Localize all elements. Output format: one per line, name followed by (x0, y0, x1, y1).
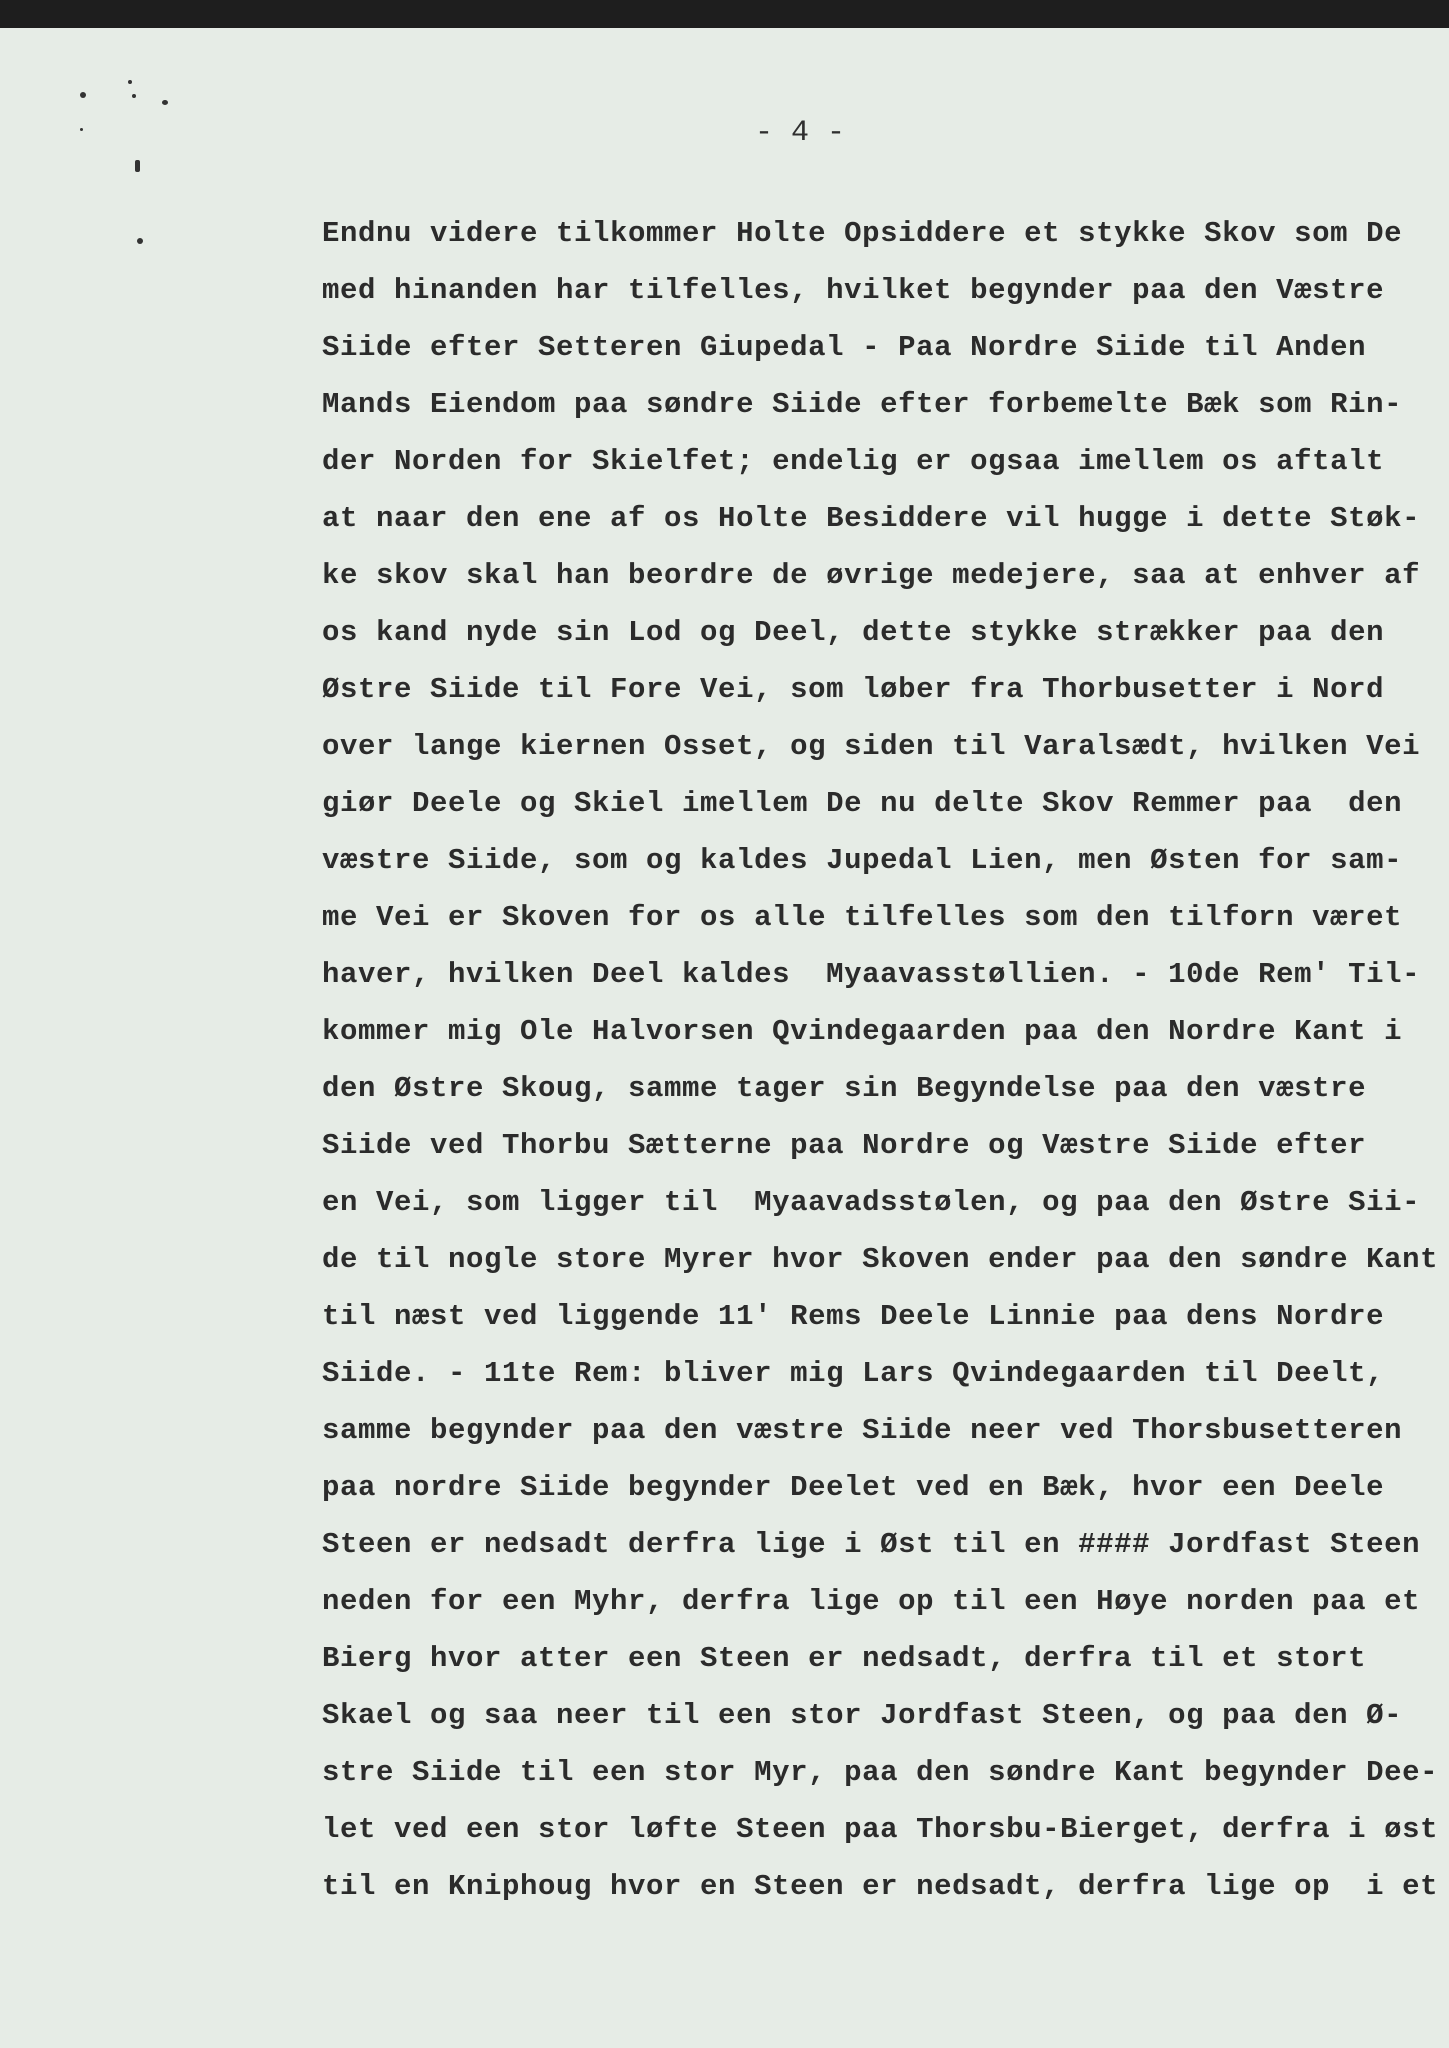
text-line-27: Skael og saa neer til een stor Jordfast Steen, og paa den Ø- (322, 1699, 1403, 1732)
text-line-21: Siide. - 11te Rem: bliver mig Lars Qvindegaarden til Deelt, (322, 1357, 1385, 1390)
text-line-25: neden for een Myhr, derfra lige op til een Høye norden paa et (322, 1585, 1421, 1618)
text-line-1: Endnu videre tilkommer Holte Opsiddere et stykke Skov som De (322, 217, 1403, 250)
text-line-17: Siide ved Thorbu Sætterne paa Nordre og Væstre Siide efter (322, 1129, 1367, 1162)
text-line-13: me Vei er Skoven for os alle tilfelles som den tilforn været (322, 901, 1403, 934)
document-page (0, 28, 1449, 2048)
text-line-8: os kand nyde sin Lod og Deel, dette stykke strækker paa den (322, 616, 1385, 649)
margin-dot (135, 160, 140, 172)
margin-dot (132, 94, 136, 98)
text-line-9: Østre Siide til Fore Vei, som løber fra Thorbusetter i Nord (322, 673, 1385, 706)
typed-body-text (322, 205, 1439, 1915)
text-line-16: den Østre Skoug, samme tager sin Begyndelse paa den væstre (322, 1072, 1367, 1105)
text-line-10: over lange kiernen Osset, og siden til Varalsædt, hvilken Vei (322, 730, 1421, 763)
margin-dot (137, 238, 143, 244)
text-line-30: til en Kniphoug hvor en Steen er nedsadt, derfra lige op i et (322, 1870, 1439, 1903)
text-line-12: væstre Siide, som og kaldes Jupedal Lien, men Østen for sam- (322, 844, 1403, 877)
text-line-3: Siide efter Setteren Giupedal - Paa Nordre Siide til Anden (322, 331, 1367, 364)
text-line-20: til næst ved liggende 11' Rems Deele Linnie paa dens Nordre (322, 1300, 1385, 1333)
text-line-7: ke skov skal han beordre de øvrige medejere, saa at enhver af (322, 559, 1421, 592)
text-line-14: haver, hvilken Deel kaldes Myaavasstøllien. - 10de Rem' Til- (322, 958, 1421, 991)
margin-dot (162, 100, 168, 105)
text-line-24: Steen er nedsadt derfra lige i Øst til en #### Jordfast Steen (322, 1528, 1421, 1561)
text-line-22: samme begynder paa den væstre Siide neer ved Thorsbusetteren (322, 1414, 1403, 1447)
margin-dot (80, 92, 86, 98)
text-line-4: Mands Eiendom paa søndre Siide efter forbemelte Bæk som Rin- (322, 388, 1403, 421)
text-line-2: med hinanden har tilfelles, hvilket begynder paa den Væstre (322, 274, 1385, 307)
text-line-6: at naar den ene af os Holte Besiddere vil hugge i dette Støk- (322, 502, 1421, 535)
text-line-18: en Vei, som ligger til Myaavadsstølen, og paa den Østre Sii- (322, 1186, 1421, 1219)
text-line-5: der Norden for Skielfet; endelig er ogsaa imellem os aftalt (322, 445, 1385, 478)
text-line-15: kommer mig Ole Halvorsen Qvindegaarden paa den Nordre Kant i (322, 1015, 1403, 1048)
text-line-29: let ved een stor løfte Steen paa Thorsbu-Bierget, derfra i øst (322, 1813, 1439, 1846)
margin-dot (128, 80, 132, 84)
page-number: - 4 - (754, 116, 845, 150)
text-line-28: stre Siide til een stor Myr, paa den søndre Kant begynder Dee- (322, 1756, 1439, 1789)
text-line-26: Bierg hvor atter een Steen er nedsadt, derfra til et stort (322, 1642, 1367, 1675)
text-line-23: paa nordre Siide begynder Deelet ved en Bæk, hvor een Deele (322, 1471, 1385, 1504)
text-line-11: giør Deele og Skiel imellem De nu delte Skov Remmer paa den (322, 787, 1403, 820)
text-line-19: de til nogle store Myrer hvor Skoven ender paa den søndre Kant (322, 1243, 1439, 1276)
